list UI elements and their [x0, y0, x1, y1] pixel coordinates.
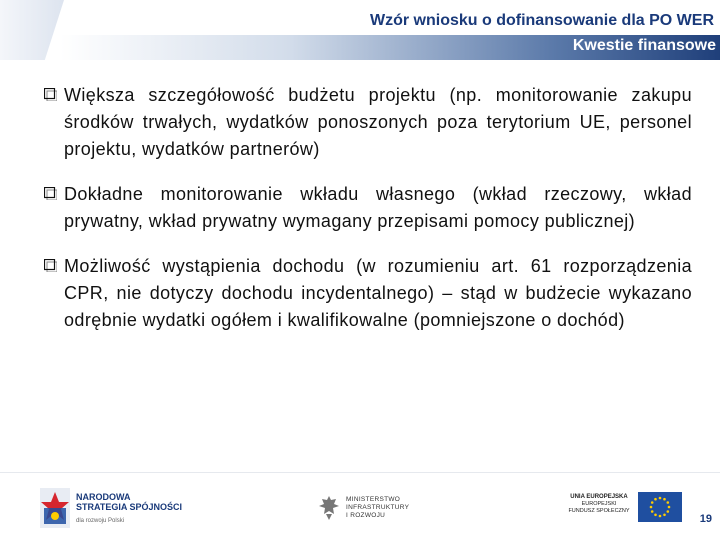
nss-line2: STRATEGIA SPÓJNOŚCI [76, 502, 183, 512]
ministry-logo [318, 494, 428, 528]
nss-logo-text [76, 492, 182, 512]
ministry-line2: INFRASTRUKTURY [346, 504, 410, 511]
slide-title: Wzór wniosku o dofinansowanie dla PO WER [369, 12, 714, 29]
ministry-text [346, 496, 409, 520]
nss-emblem-icon [40, 488, 70, 528]
nss-sub: dla rozwoju Polski [76, 518, 125, 524]
bullet-text: Możliwość wystąpienia dochodu (w rozumieniu art. 61 rozporządzenia CPR, nie dotyczy dochodu incydentalnego) – stąd w budżecie wykazano odrębnie wydatki ogółem i kwalifikowalne (pomniejszone o dochód) [64, 256, 692, 330]
ministry-line3: I ROZWOJU [346, 512, 386, 519]
checkbox-bullet-icon [44, 259, 57, 272]
checkbox-bullet-icon [44, 187, 57, 200]
bullet-text: Większa szczegółowość budżetu projektu (np. monitorowanie zakupu środków trwałych, wydatków ponoszonych poza terytorium UE, personel projektu, wydatków partnerów) [64, 85, 692, 159]
nss-logo [40, 486, 200, 530]
bullet-list [40, 82, 692, 352]
slide-subtitle: Kwestie finansowe [572, 37, 716, 54]
eu-line2: EUROPEJSKI [581, 501, 617, 507]
page-number: 19 [699, 513, 712, 525]
eu-flag-icon [638, 492, 682, 522]
ministry-line1: MINISTERSTWO [346, 496, 401, 503]
header-accent-shape [0, 0, 64, 60]
bullet-text: Dokładne monitorowanie wkładu własnego (wkład rzeczowy, wkład prywatny, wkład prywatny wymagany przepisami pomocy publicznej) [64, 184, 692, 231]
eu-line3: FUNDUSZ SPOŁECZNY [568, 508, 630, 514]
footer-divider [0, 472, 720, 473]
nss-line1: NARODOWA [76, 492, 131, 502]
eu-logo [566, 490, 684, 526]
eu-logo-text [566, 494, 632, 515]
checkbox-bullet-icon [44, 88, 57, 101]
eagle-emblem-icon [318, 494, 340, 522]
bullet-item [40, 82, 692, 163]
bullet-item [40, 181, 692, 235]
eu-line1: UNIA EUROPEJSKA [570, 494, 628, 500]
bullet-item [40, 253, 692, 334]
